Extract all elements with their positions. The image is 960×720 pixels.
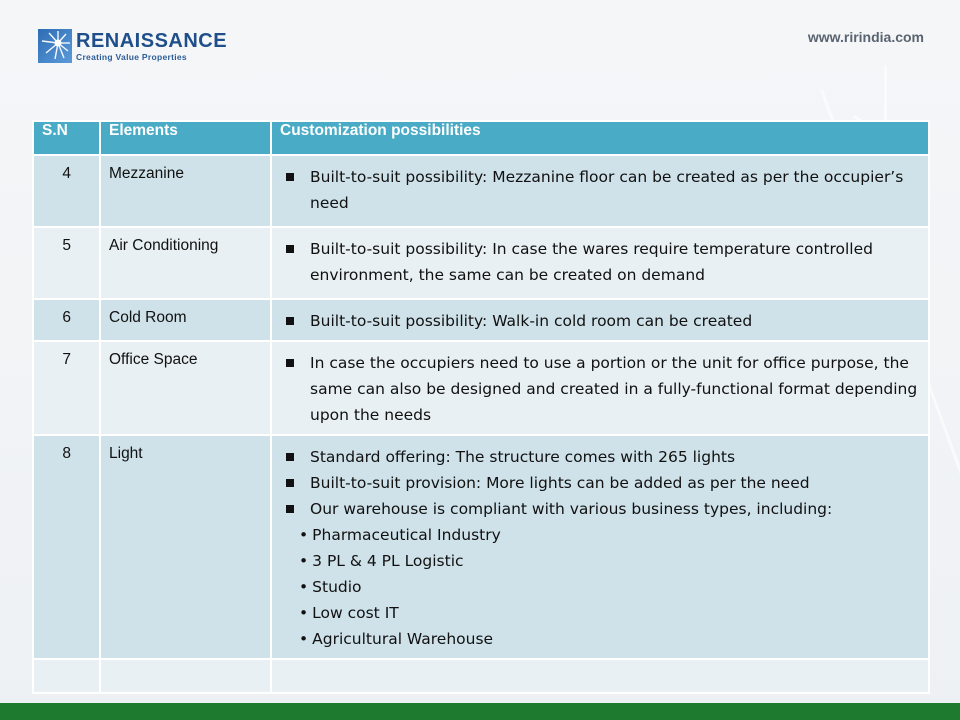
row-element: Light bbox=[100, 435, 271, 659]
empty-cell bbox=[100, 659, 271, 693]
sub-bullet-text: Low cost IT bbox=[312, 604, 399, 622]
table-row bbox=[33, 341, 929, 435]
row-element: Office Space bbox=[100, 341, 271, 435]
sub-bullet-item bbox=[282, 600, 920, 626]
table-row bbox=[33, 435, 929, 659]
table-header-row bbox=[33, 121, 929, 155]
dot-bullet-icon: • bbox=[299, 578, 309, 596]
bullet-text: In case the occupiers need to use a portion or the unit for office purpose, the same can also be designed and created in a fully-functional format depending upon the needs bbox=[310, 354, 918, 424]
dot-bullet-icon: • bbox=[299, 552, 309, 570]
sub-bullet-item bbox=[282, 574, 920, 600]
bullet-item bbox=[282, 444, 920, 470]
bullet-item bbox=[282, 496, 920, 522]
sub-bullet-item bbox=[282, 522, 920, 548]
square-bullet-icon bbox=[286, 245, 294, 253]
table-row bbox=[33, 299, 929, 341]
dot-bullet-icon: • bbox=[299, 604, 309, 622]
sub-bullet-item bbox=[282, 626, 920, 652]
square-bullet-icon bbox=[286, 317, 294, 325]
column-header-elements: Elements bbox=[100, 121, 271, 155]
bullet-item bbox=[282, 470, 920, 496]
row-sn: 4 bbox=[33, 155, 100, 227]
table-row bbox=[33, 227, 929, 299]
bullet-item bbox=[282, 350, 920, 428]
bullet-text: Our warehouse is compliant with various business types, including: bbox=[310, 500, 833, 518]
row-sn: 6 bbox=[33, 299, 100, 341]
row-description bbox=[271, 341, 929, 435]
bullet-text: Built-to-suit provision: More lights can be added as per the need bbox=[310, 474, 810, 492]
sub-bullet-text: Studio bbox=[312, 578, 362, 596]
customization-table bbox=[32, 120, 930, 694]
table-row bbox=[33, 155, 929, 227]
sub-bullet-item bbox=[282, 548, 920, 574]
row-description bbox=[271, 435, 929, 659]
bullet-text: Built-to-suit possibility: Mezzanine floor can be created as per the occupier’s need bbox=[310, 168, 904, 212]
sub-bullet-text: Pharmaceutical Industry bbox=[312, 526, 501, 544]
column-header-sn: S.N bbox=[33, 121, 100, 155]
row-sn: 8 bbox=[33, 435, 100, 659]
starburst-logo-icon bbox=[38, 29, 72, 63]
square-bullet-icon bbox=[286, 359, 294, 367]
table-row-empty bbox=[33, 659, 929, 693]
row-element: Cold Room bbox=[100, 299, 271, 341]
row-sn: 7 bbox=[33, 341, 100, 435]
bullet-item bbox=[282, 164, 920, 216]
bullet-item bbox=[282, 308, 920, 334]
bullet-text: Standard offering: The structure comes with 265 lights bbox=[310, 448, 736, 466]
footer-bar bbox=[0, 703, 960, 720]
sub-bullet-text: 3 PL & 4 PL Logistic bbox=[312, 552, 464, 570]
row-element: Mezzanine bbox=[100, 155, 271, 227]
square-bullet-icon bbox=[286, 453, 294, 461]
bullet-text: Built-to-suit possibility: In case the wares require temperature controlled environment, the same can be created on demand bbox=[310, 240, 873, 284]
logo-tagline: Creating Value Properties bbox=[76, 51, 187, 62]
row-element: Air Conditioning bbox=[100, 227, 271, 299]
row-sn: 5 bbox=[33, 227, 100, 299]
empty-cell bbox=[33, 659, 100, 693]
sub-bullet-text: Agricultural Warehouse bbox=[312, 630, 494, 648]
bullet-item bbox=[282, 236, 920, 288]
square-bullet-icon bbox=[286, 173, 294, 181]
bullet-text: Built-to-suit possibility: Walk-in cold room can be created bbox=[310, 312, 753, 330]
empty-cell bbox=[271, 659, 929, 693]
row-description bbox=[271, 299, 929, 341]
dot-bullet-icon: • bbox=[299, 526, 309, 544]
square-bullet-icon bbox=[286, 479, 294, 487]
company-logo bbox=[38, 28, 227, 64]
website-url: www.ririndia.com bbox=[807, 29, 924, 45]
logo-name: RENAISSANCE bbox=[76, 29, 228, 52]
row-description bbox=[271, 227, 929, 299]
square-bullet-icon bbox=[286, 505, 294, 513]
dot-bullet-icon: • bbox=[299, 630, 309, 648]
row-description bbox=[271, 155, 929, 227]
column-header-customization: Customization possibilities bbox=[271, 121, 929, 155]
